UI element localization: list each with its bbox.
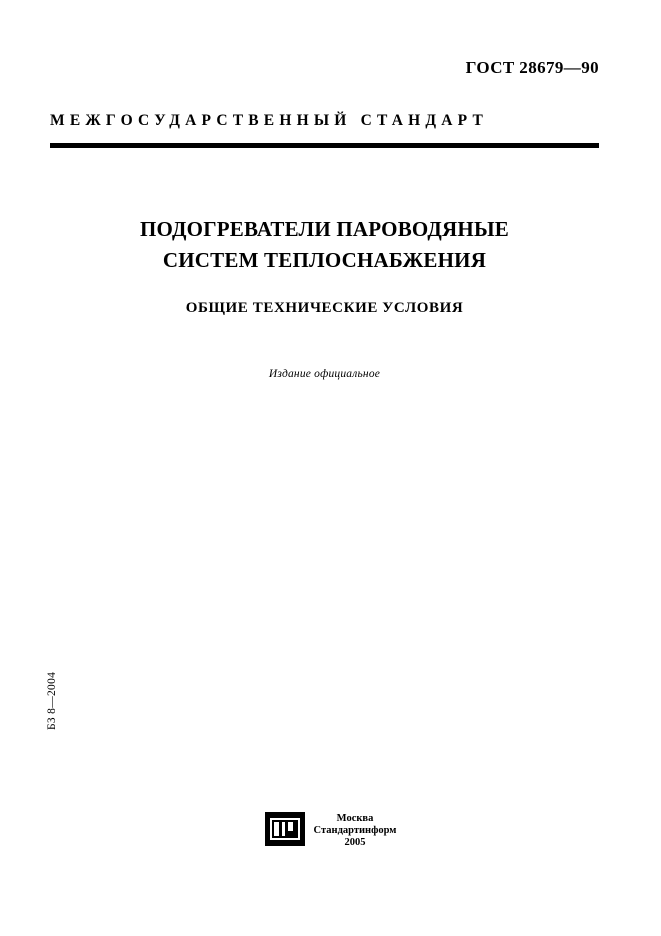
page-title-line-2: СИСТЕМ ТЕПЛОСНАБЖЕНИЯ: [162, 248, 487, 272]
publisher-block: [0, 812, 661, 849]
publisher-city: Москва: [336, 813, 374, 824]
header-divider: [50, 143, 599, 148]
edition-note: Издание официальное: [268, 368, 381, 380]
publisher-name: Стандартинформ: [313, 825, 397, 836]
standartinform-logo-icon: [265, 812, 305, 846]
standard-number: ГОСТ 28679—90: [465, 58, 599, 77]
page-subtitle: ОБЩИЕ ТЕХНИЧЕСКИЕ УСЛОВИЯ: [185, 300, 464, 316]
publisher-text: [314, 812, 397, 849]
page-title-line-1: ПОДОГРЕВАТЕЛИ ПАРОВОДЯНЫЕ: [140, 217, 509, 241]
publisher-year: 2005: [344, 837, 366, 848]
side-code: БЗ 8—2004: [46, 671, 58, 730]
title-block: [50, 214, 599, 317]
document-kind: МЕЖГОСУДАРСТВЕННЫЙ СТАНДАРТ: [50, 112, 489, 129]
